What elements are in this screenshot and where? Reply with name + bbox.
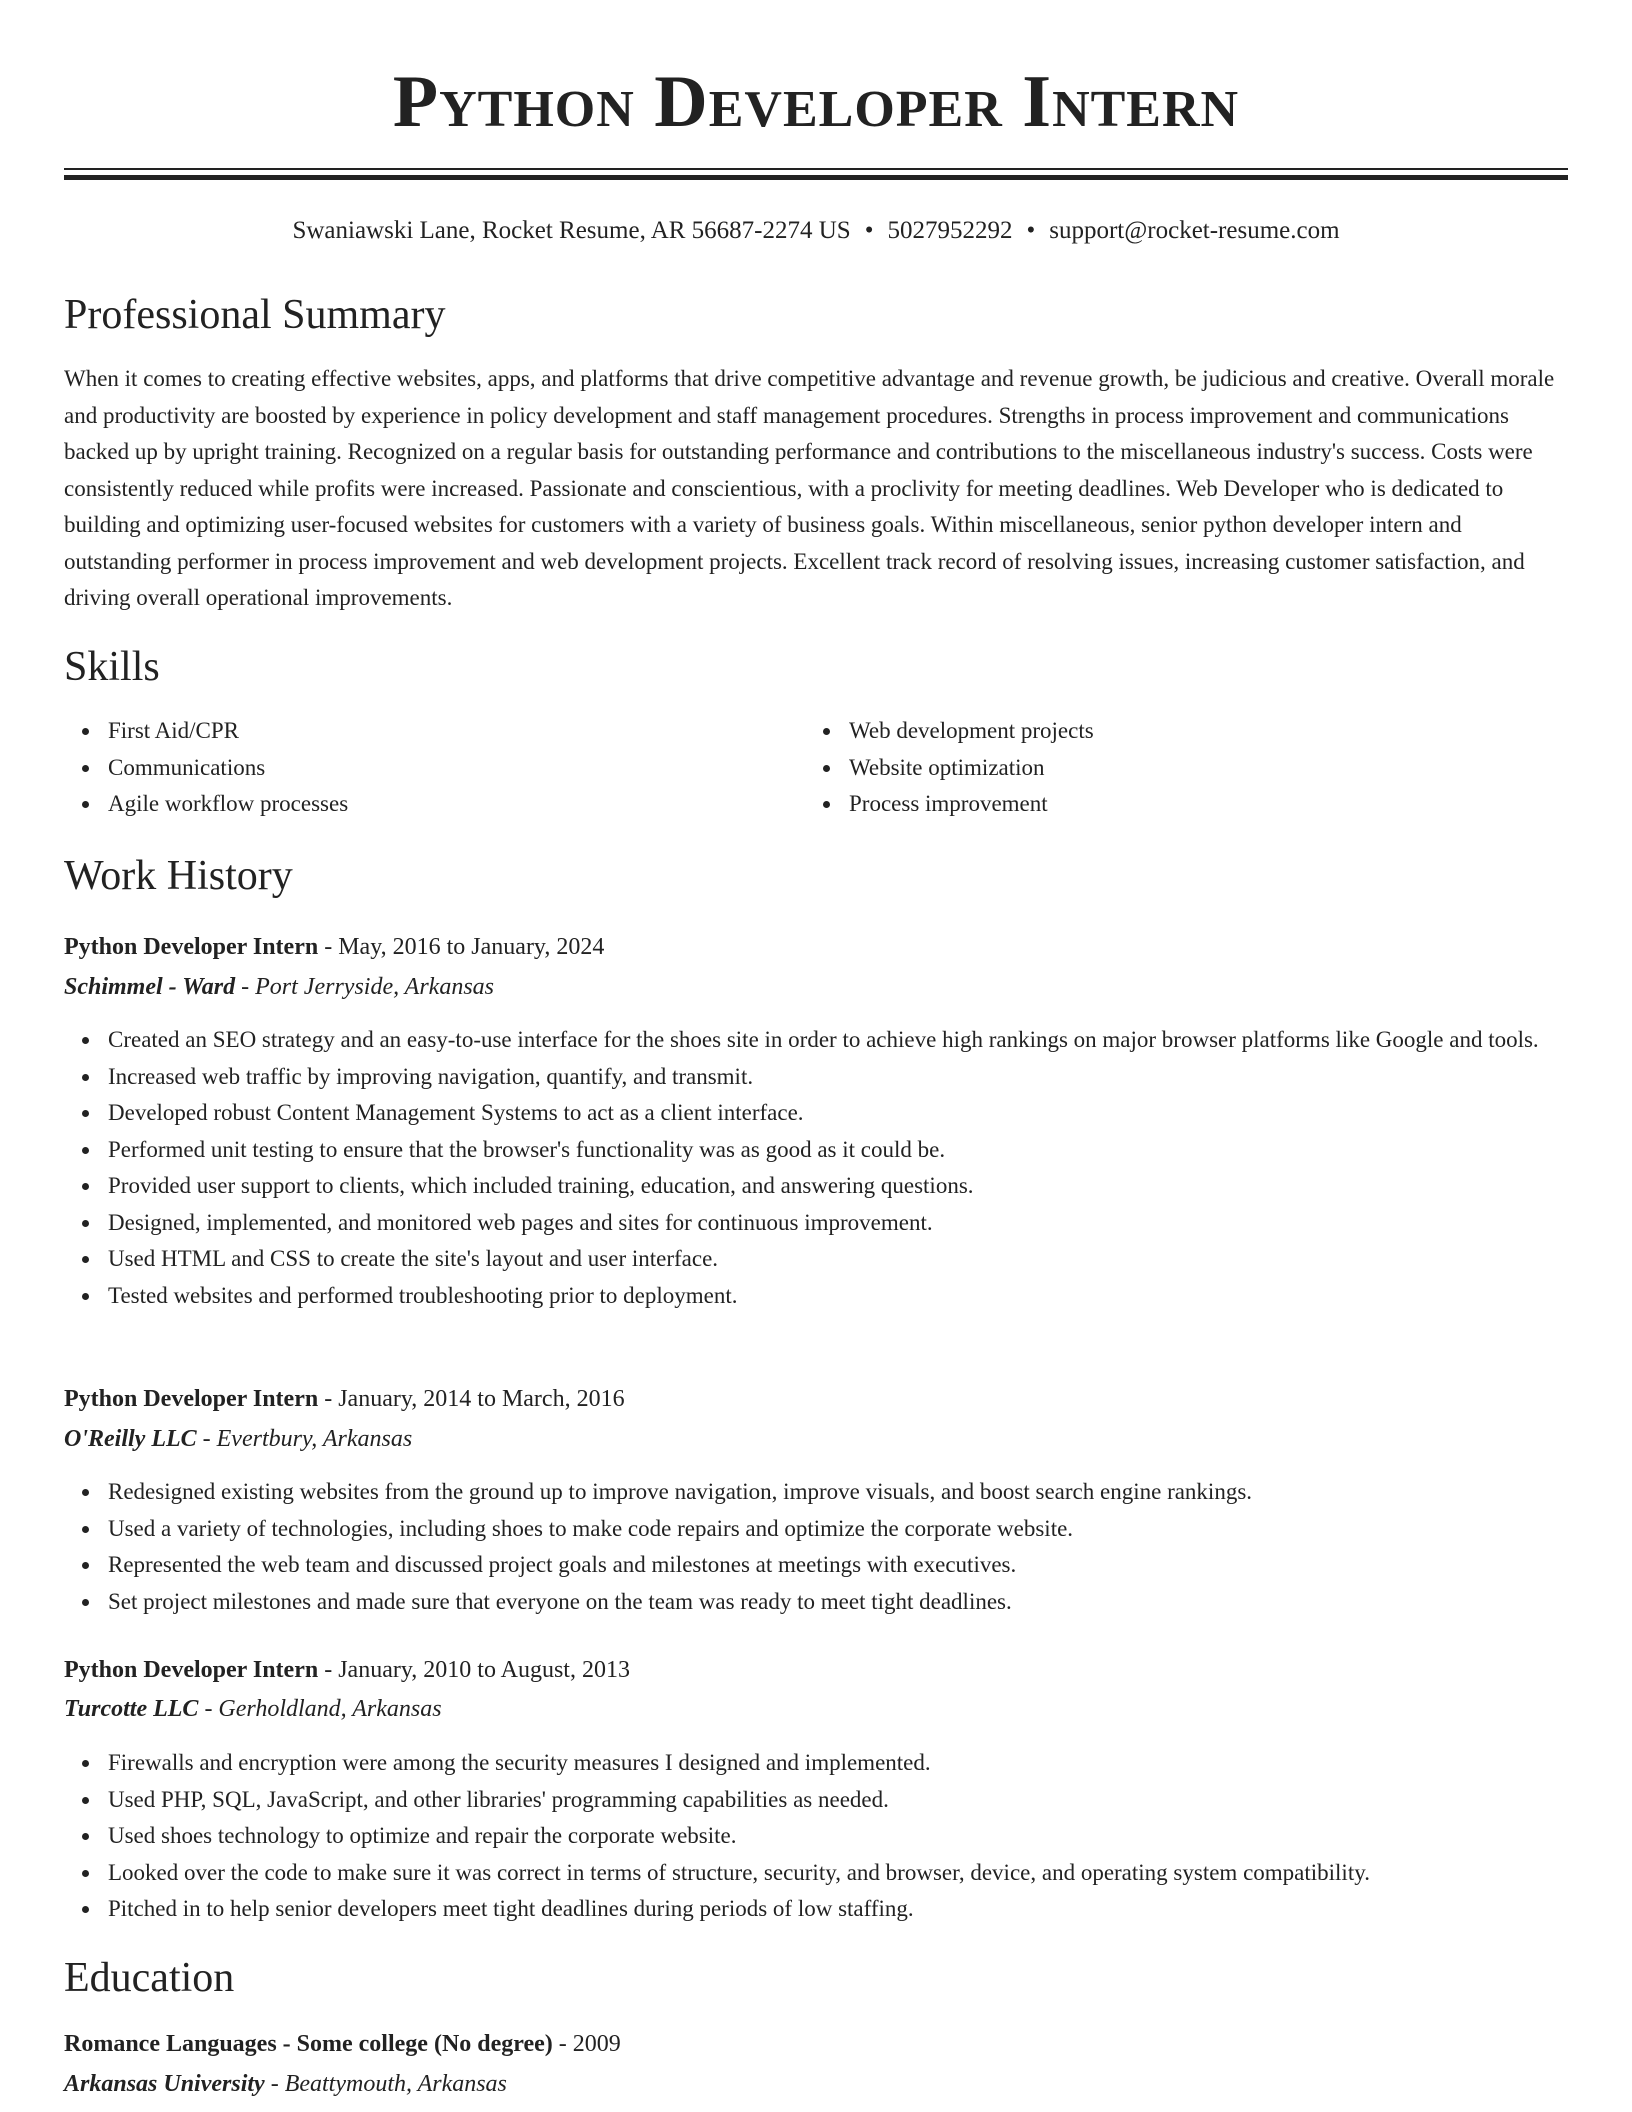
skills-list-left — [64, 713, 788, 823]
job-bullets — [64, 1022, 1568, 1314]
job-company-line — [64, 969, 494, 1005]
job-bullet: Used shoes technology to optimize and repair the corporate website. — [108, 1818, 1568, 1855]
job-title-line — [64, 1652, 630, 1688]
contact-address: Swaniawski Lane, Rocket Resume, AR 56687-2274 US — [292, 217, 851, 244]
job-company: Schimmel - Ward — [64, 974, 236, 1000]
resume-page — [64, 0, 1568, 2097]
job-bullet: Used HTML and CSS to create the site's layout and user interface. — [108, 1241, 1568, 1278]
skill-item: Agile workflow processes — [108, 786, 788, 823]
education-heading: Education — [64, 1955, 235, 2001]
education-year: - 2009 — [552, 2031, 621, 2057]
work-history-heading: Work History — [64, 853, 293, 899]
resume-title: Python Developer Intern — [392, 61, 1240, 143]
job-bullet: Increased web traffic by improving navigation, quantify, and transmit. — [108, 1059, 1568, 1096]
job-title: Python Developer Intern — [64, 934, 319, 960]
job-title-line — [64, 929, 604, 965]
job-dates: - January, 2010 to August, 2013 — [318, 1657, 630, 1683]
job-location: - Port Jerryside, Arkansas — [235, 974, 494, 1000]
job-bullet: Represented the web team and discussed project goals and milestones at meetings with executives. — [108, 1547, 1568, 1584]
skills-heading: Skills — [64, 644, 160, 690]
job-bullet: Pitched in to help senior developers meet tight deadlines during periods of low staffing. — [108, 1891, 1568, 1928]
summary-text: When it comes to creating effective websites, apps, and platforms that drive competitive advantage and revenue growth, be judicious and creative. Overall morale and productivity are boosted by experience in policy development and staff management procedures. Strengths in process improvement and communications backed up by upright training. Recognized on a regular basis for outstanding performance and contributions to the miscellaneous industry's success. Costs were consistently reduced while profits were increased. Passionate and conscientious, with a proclivity for meeting deadlines. Web Developer who is dedicated to building and optimizing user-focused websites for customers with a variety of business goals. Within miscellaneous, senior python developer intern and outstanding performer in process improvement and web development projects. Excellent track record of resolving issues, increasing customer satisfaction, and driving overall operational improvements. — [64, 366, 1555, 610]
job-company: Turcotte LLC — [64, 1696, 199, 1722]
education-degree: Romance Languages - Some college (No degree) — [64, 2031, 553, 2057]
job-bullet: Redesigned existing websites from the ground up to improve navigation, improve visuals, and boost search engine rankings. — [108, 1474, 1568, 1511]
summary-heading: Professional Summary — [64, 292, 446, 338]
job-company-line — [64, 1421, 412, 1457]
skills-list-right — [805, 713, 1549, 823]
job-location: - Evertbury, Arkansas — [196, 1426, 413, 1452]
job-title: Python Developer Intern — [64, 1386, 319, 1412]
skill-item: Communications — [108, 750, 788, 787]
job-title-line — [64, 1381, 625, 1417]
education-school: Arkansas University — [64, 2071, 265, 2097]
job-bullet: Used a variety of technologies, including shoes to make code repairs and optimize the corporate website. — [108, 1511, 1568, 1548]
contact-email: support@rocket-resume.com — [1049, 217, 1340, 244]
job-bullets — [64, 1745, 1568, 1928]
job-bullet: Provided user support to clients, which included training, education, and answering questions. — [108, 1168, 1568, 1205]
education-school-line — [64, 2066, 507, 2102]
contact-line — [64, 214, 1568, 248]
job-company: O'Reilly LLC — [64, 1426, 197, 1452]
job-bullet: Used PHP, SQL, JavaScript, and other libraries' programming capabilities as needed. — [108, 1782, 1568, 1819]
job-title: Python Developer Intern — [64, 1657, 319, 1683]
job-location: - Gerholdland, Arkansas — [198, 1696, 442, 1722]
contact-separator: • — [1026, 217, 1036, 244]
education-location: - Beattymouth, Arkansas — [264, 2071, 507, 2097]
skill-item: First Aid/CPR — [108, 713, 788, 750]
job-bullet: Firewalls and encryption were among the security measures I designed and implemented. — [108, 1745, 1568, 1782]
contact-separator: • — [864, 217, 874, 244]
skill-item: Process improvement — [849, 786, 1549, 823]
education-degree-line — [64, 2026, 621, 2062]
job-dates: - January, 2014 to March, 2016 — [318, 1386, 625, 1412]
title-divider-thick — [64, 175, 1568, 180]
skill-item: Website optimization — [849, 750, 1549, 787]
job-bullet: Designed, implemented, and monitored web pages and sites for continuous improvement. — [108, 1205, 1568, 1242]
job-bullet: Developed robust Content Management Systems to act as a client interface. — [108, 1095, 1568, 1132]
job-dates: - May, 2016 to January, 2024 — [318, 934, 605, 960]
job-bullet: Set project milestones and made sure that everyone on the team was ready to meet tight deadlines. — [108, 1584, 1568, 1621]
title-divider-thin — [64, 168, 1568, 170]
job-bullet: Performed unit testing to ensure that the browser's functionality was as good as it could be. — [108, 1132, 1568, 1169]
job-bullets — [64, 1474, 1568, 1620]
job-bullet: Looked over the code to make sure it was correct in terms of structure, security, and browser, device, and operating system compatibility. — [108, 1855, 1568, 1892]
contact-phone: 5027952292 — [887, 217, 1013, 244]
job-bullet: Tested websites and performed troubleshooting prior to deployment. — [108, 1278, 1568, 1315]
job-bullet: Created an SEO strategy and an easy-to-use interface for the shoes site in order to achieve high rankings on major browser platforms like Google and tools. — [108, 1022, 1568, 1059]
skill-item: Web development projects — [849, 713, 1549, 750]
job-company-line — [64, 1691, 442, 1727]
